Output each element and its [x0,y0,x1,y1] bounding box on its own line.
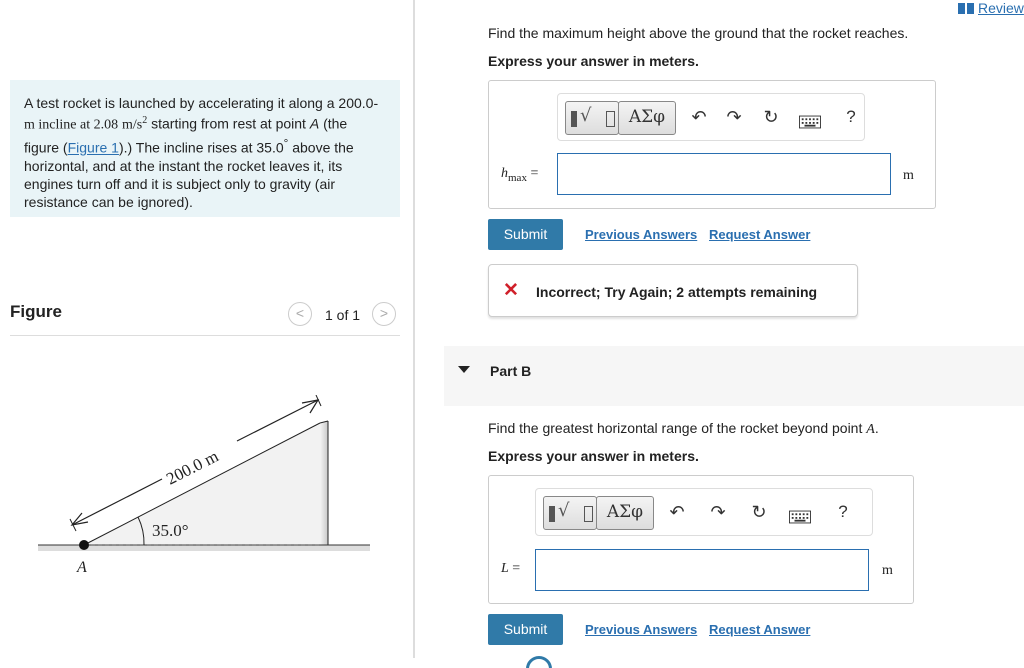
part-b-answer-input[interactable] [535,549,869,591]
part-a-previous-answers-link[interactable]: Previous Answers [585,227,698,242]
part-a-unit: m [903,168,914,183]
incorrect-icon: ✕ [503,280,519,301]
figure-next-button[interactable]: > [372,302,396,326]
templates-icon[interactable]: √ [543,496,597,530]
part-b-question: Find the greatest horizontal range of the rocket beyond point A. [488,420,879,437]
part-a-feedback [488,264,858,317]
help-icon[interactable]: ? [846,107,856,126]
part-a-instruction: Express your answer in meters. [488,53,699,69]
part-a-request-answer-link[interactable]: Request Answer [709,227,811,242]
collapse-caret-icon[interactable] [458,366,470,373]
undo-icon[interactable]: ↶ [691,107,707,127]
figure-link[interactable]: Figure 1 [67,139,119,156]
incline-figure [30,395,380,580]
part-a-answer-box [488,80,936,209]
part-a-math-toolbar [557,93,865,141]
part-a-submit-button[interactable]: Submit [488,219,563,250]
feedback-text: Incorrect; Try Again; 2 attempts remaining [536,284,818,300]
part-a-question: Find the maximum height above the ground that the rocket reaches. [488,25,909,41]
greek-letters-icon[interactable]: ΑΣφ [596,496,654,530]
templates-icon[interactable]: √ [565,101,619,135]
point-a-label: A [77,559,87,576]
figure-title: Figure [10,302,62,321]
keyboard-icon[interactable] [799,111,821,133]
part-b-variable-label: L = [501,561,521,576]
problem-line-4: horizontal, and at the instant the rocket leaves it, its [24,157,343,174]
problem-line-2: m incline at 2.08 $m/s^2$ starting from rest at point A (the [24,115,348,133]
figure-prev-button[interactable]: < [288,302,312,326]
length-label: 200.0 m [163,446,222,489]
incline-edge [320,421,328,545]
help-icon[interactable]: ? [838,502,848,521]
part-b-math-toolbar [535,488,873,536]
redo-icon[interactable]: ↷ [726,107,742,127]
part-a-answer-input[interactable] [557,153,891,195]
feedback-icon[interactable] [526,656,552,668]
part-b-answer-box [488,475,914,604]
problem-line-3: figure (Figure 1).) The incline rises at 35.0° above the [24,137,354,156]
part-b-instruction: Express your answer in meters. [488,448,699,464]
part-b-unit: m [882,563,893,578]
part-a-variable-label: $h_{max}$ = [501,166,539,184]
problem-line-5: engines turn off and it is subject only to gravity (air [24,176,336,193]
part-b-submit-button[interactable]: Submit [488,614,563,645]
problem-line-6: resistance can be ignored). [24,194,193,211]
redo-icon[interactable]: ↷ [710,502,726,522]
angle-label: 35.0° [152,521,189,540]
review-link[interactable] [958,0,1024,16]
review-label: Review [978,0,1024,16]
reset-icon[interactable]: ↻ [763,107,779,127]
part-b-title: Part B [490,363,532,379]
problem-statement [10,80,400,217]
part-b-previous-answers-link[interactable]: Previous Answers [585,622,698,637]
book-icon [958,3,974,14]
figure-page-count: 1 of 1 [325,307,361,323]
keyboard-icon[interactable] [789,506,811,528]
column-divider [413,0,415,658]
point-a-dot [79,540,89,550]
part-b-header[interactable] [444,346,1024,406]
problem-line-1: A test rocket is launched by accelerating it along a 200.0- [24,95,379,111]
figure-header [10,298,400,336]
reset-icon[interactable]: ↻ [751,502,767,522]
greek-letters-icon[interactable]: ΑΣφ [618,101,676,135]
part-b-request-answer-link[interactable]: Request Answer [709,622,811,637]
undo-icon[interactable]: ↶ [669,502,685,522]
